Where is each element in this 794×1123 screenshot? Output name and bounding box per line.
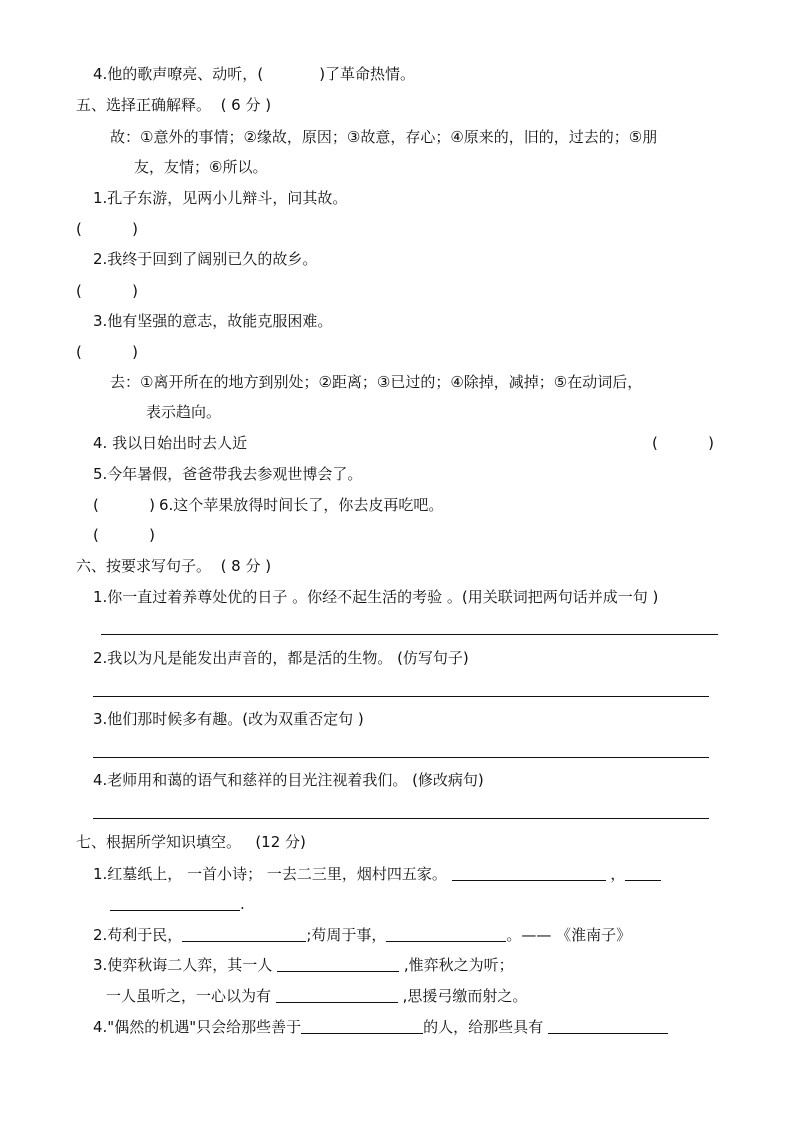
sec5-q1: 1.孔子东游，见两小儿辩斗，问其故。 — [93, 189, 348, 207]
answer-paren-q4[interactable]: ( ) — [652, 434, 714, 452]
sec7-q1-cont: . — [110, 894, 245, 914]
sec6-q3: 3.他们那时候多有趣。(改为双重否定句 ) — [93, 710, 364, 728]
sec5-q6: 6.这个苹果放得时间长了，你去皮再吃吧。 — [159, 496, 444, 514]
fill-blank[interactable] — [625, 865, 661, 881]
fill-blank[interactable] — [452, 865, 606, 881]
answer-paren-q5[interactable]: ( ) — [93, 496, 155, 514]
answer-paren-q3[interactable]: ( ) — [76, 343, 138, 361]
qu-definitions: 去：①离开所在的地方到别处；②距离；③已过的；④除掉，减掉；⑤在动词后， — [110, 373, 643, 391]
question-4-line: 4.他的歌声嘹亮、动听，( )了革命热情。 — [93, 65, 416, 83]
answer-slot[interactable] — [263, 66, 319, 81]
fill-blank[interactable] — [277, 956, 399, 972]
sec7-q3: 3.使弈秋诲二人弈，其一人 ,惟弈秋之为听； — [93, 956, 514, 974]
answer-line-1[interactable] — [101, 634, 718, 635]
section-6-heading: 六、按要求写句子。 ( 8 分 ) — [76, 557, 272, 575]
answer-paren-q1[interactable]: ( ) — [76, 220, 138, 238]
sec6-q4: 4.老师用和蔼的语气和慈祥的目光注视着我们。 (修改病句) — [93, 771, 484, 789]
sec6-q1: 1.你一直过着养尊处优的日子 。你经不起生活的考验 。(用关联词把两句话并成一句 ) — [93, 588, 659, 606]
fill-blank[interactable] — [548, 1018, 668, 1034]
answer-line-3[interactable] — [93, 757, 709, 758]
sec5-q4: 4. 我以日始出时去人近 — [93, 434, 248, 452]
fill-blank[interactable] — [182, 926, 306, 942]
gu-definitions: 故：①意外的事情；②缘故，原因；③故意，存心；④原来的，旧的，过去的；⑤朋 — [110, 128, 658, 146]
sec7-q3-cont: 一人虽听之，一心以为有 ,思援弓缴而射之。 — [106, 987, 528, 1005]
section-score: (12 分) — [255, 833, 306, 851]
sec7-q2: 2.苟利于民， ;苟周于事， 。—— 《淮南子》 — [93, 926, 632, 944]
answer-paren-q6[interactable]: ( ) — [93, 526, 155, 544]
qu-definitions-cont: 表示趋向。 — [146, 403, 222, 421]
answer-paren-q2[interactable]: ( ) — [76, 282, 138, 300]
fill-blank[interactable] — [301, 1018, 423, 1034]
answer-line-2[interactable] — [93, 696, 709, 697]
sec7-q1: 1.红墓纸上， 一首小诗； 一去二三里，烟村四五家。 ， — [93, 864, 661, 884]
question-text: 4.他的歌声嘹亮、动听， — [93, 65, 258, 83]
fill-blank[interactable] — [386, 926, 506, 942]
gu-definitions-cont: 友，友情；⑥所以。 — [134, 158, 268, 176]
answer-line-4[interactable] — [93, 818, 709, 819]
fill-blank[interactable] — [276, 987, 398, 1003]
fill-blank[interactable] — [110, 895, 240, 911]
section-7-heading: 七、根据所学知识填空。 (12 分) — [76, 833, 306, 851]
sec7-q4: 4."偶然的机遇"只会给那些善于 的人，给那些具有 — [93, 1017, 668, 1037]
sec5-q2: 2.我终于回到了阔别已久的故乡。 — [93, 250, 318, 268]
sec5-q5: 5.今年暑假，爸爸带我去参观世博会了。 — [93, 465, 363, 483]
sec6-q2: 2.我以为凡是能发出声音的，都是活的生物。 (仿写句子) — [93, 649, 469, 667]
question-text: 了革命热情。 — [325, 65, 416, 83]
section-score: ( 8 分 ) — [220, 557, 272, 575]
section-5-heading: 五、选择正确解释。 ( 6 分 ) — [76, 96, 272, 114]
sec5-q3: 3.他有坚强的意志，故能克服困难。 — [93, 312, 333, 330]
section-score: ( 6 分 ) — [220, 96, 272, 114]
